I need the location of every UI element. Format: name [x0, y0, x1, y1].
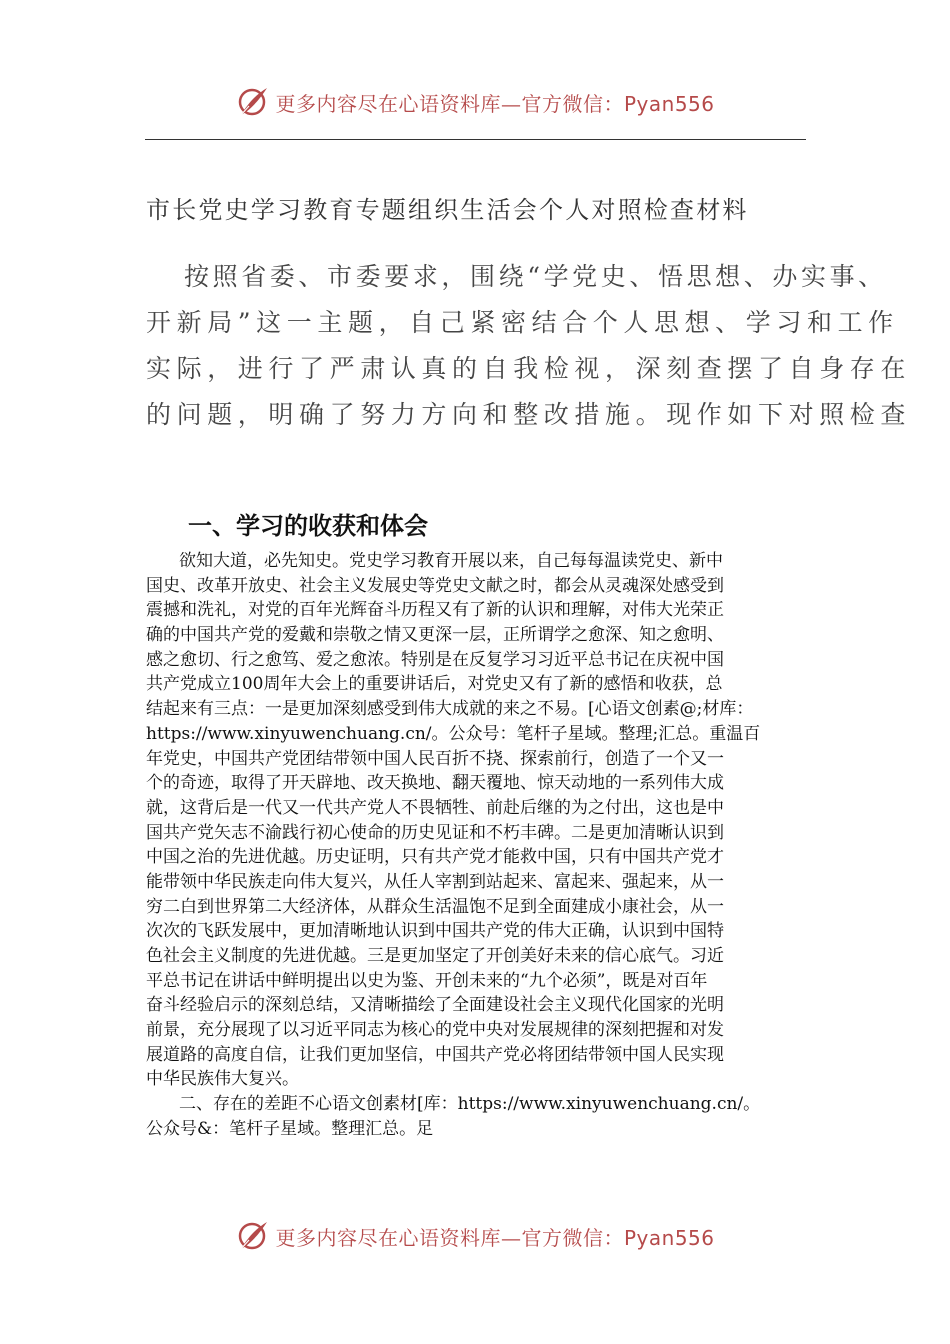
intro-line: 实际，进行了严肃认真的自我检视，深刻查摆了自身存在	[146, 354, 912, 383]
body-line: 欲知大道，必先知史。党史学习教育开展以来，自己每每温读党史、新中	[179, 551, 723, 571]
body-line: 色社会主义制度的先进优越。三是更加坚定了开创美好未来的信心底气。习近	[146, 946, 724, 966]
body-line: 前景，充分展现了以习近平同志为核心的党中央对发展规律的深刻把握和对发	[146, 1020, 724, 1041]
intro-line: 按照省委、市委要求，围绕“学党史、悟思想、办实事、	[184, 262, 887, 291]
header-divider	[145, 139, 806, 140]
body-line: 中华民族伟大复兴。	[146, 1069, 299, 1090]
body-line: 结起来有三点：一是更加深刻感受到伟大成就的来之不易。[心语文创素@;材库：	[146, 699, 754, 720]
body-line: 能带领中华民族走向伟大复兴，从任人宰割到站起来、富起来、强起来，从一	[146, 871, 724, 892]
body-line: 震撼和洗礼，对党的百年光辉奋斗历程又有了新的认识和理解，对伟大光荣正	[146, 600, 724, 621]
body-line: 奋斗经验启示的深刻总结，又清晰描绘了全面建设社会主义现代化国家的光明	[146, 995, 724, 1016]
wechat-id: Pyan556	[623, 91, 715, 116]
intro-paragraph	[146, 254, 912, 438]
wechat-id: Pyan556	[623, 1225, 715, 1250]
body-line: 确的中国共产党的爱戴和崇敬之情又更深一层，正所谓学之愈深、知之愈明、	[146, 625, 724, 646]
body-line: 国共产党矢志不渝践行初心使命的历史见证和不朽丰碑。二是更加清晰认识到	[146, 822, 724, 843]
quill-logo-icon	[235, 1219, 269, 1253]
body-line: 共产党成立100周年大会上的重要讲话后，对党史又有了新的感悟和收获，总	[146, 674, 723, 695]
body-line: https://www.xinyuwenchuang.cn/。公众号：笔杆子星域。整理;汇总。重温百	[146, 723, 761, 744]
body-line: 展道路的高度自信，让我们更加坚信，中国共产党必将团结带领中国人民实现	[146, 1044, 724, 1065]
body-line: 国史、改革开放史、社会主义发展史等党史文献之时，都会从灵魂深处感受到	[146, 575, 724, 596]
header-banner-text: 更多内容尽在心语资料库—官方微信：Pyan556	[275, 91, 715, 116]
header-banner	[0, 78, 950, 126]
body-line: 中国之治的先进优越。历史证明，只有共产党才能救中国，只有中国共产党才	[146, 847, 724, 868]
body-line: 次次的飞跃发展中，更加清晰地认识到中国共产党的伟大正确，认识到中国特	[146, 921, 724, 942]
intro-line: 的问题，明确了努力方向和整改措施。现作如下对照检查	[146, 400, 912, 429]
footer-banner-text: 更多内容尽在心语资料库—官方微信：Pyan556	[275, 1225, 715, 1250]
intro-line: 开新局”这一主题，自己紧密结合个人思想、学习和工作	[146, 308, 899, 337]
body-line: 就，这背后是一代又一代共产党人不畏牺牲、前赴后继的为之付出，这也是中	[146, 797, 724, 818]
body-line: 公众号&：笔杆子星域。整理汇总。足	[146, 1118, 434, 1139]
section-heading: 一、学习的收获和体会	[188, 512, 428, 540]
body-paragraphs	[146, 549, 810, 1142]
body-line: 二、存在的差距不心语文创素材[库：https://www.xinyuwenchuang.cn/。	[179, 1094, 761, 1115]
body-line: 年党史，中国共产党团结带领中国人民百折不挠、探索前行，创造了一个又一	[146, 748, 724, 769]
footer-banner	[0, 1212, 950, 1260]
body-line: 感之愈切、行之愈笃、爱之愈浓。特别是在反复学习习近平总书记在庆祝中国	[146, 649, 724, 670]
quill-logo-icon	[235, 85, 269, 119]
body-line: 平总书记在讲话中鲜明提出以史为鉴、开创未来的“九个必须”，既是对百年	[146, 970, 708, 991]
body-line: 穷二白到世界第二大经济体，从群众生活温饱不足到全面建成小康社会，从一	[146, 896, 724, 917]
document-title: 市长党史学习教育专题组织生活会个人对照检查材料	[146, 196, 749, 224]
body-line: 个的奇迹，取得了开天辟地、改天换地、翻天覆地、惊天动地的一系列伟大成	[146, 773, 724, 794]
